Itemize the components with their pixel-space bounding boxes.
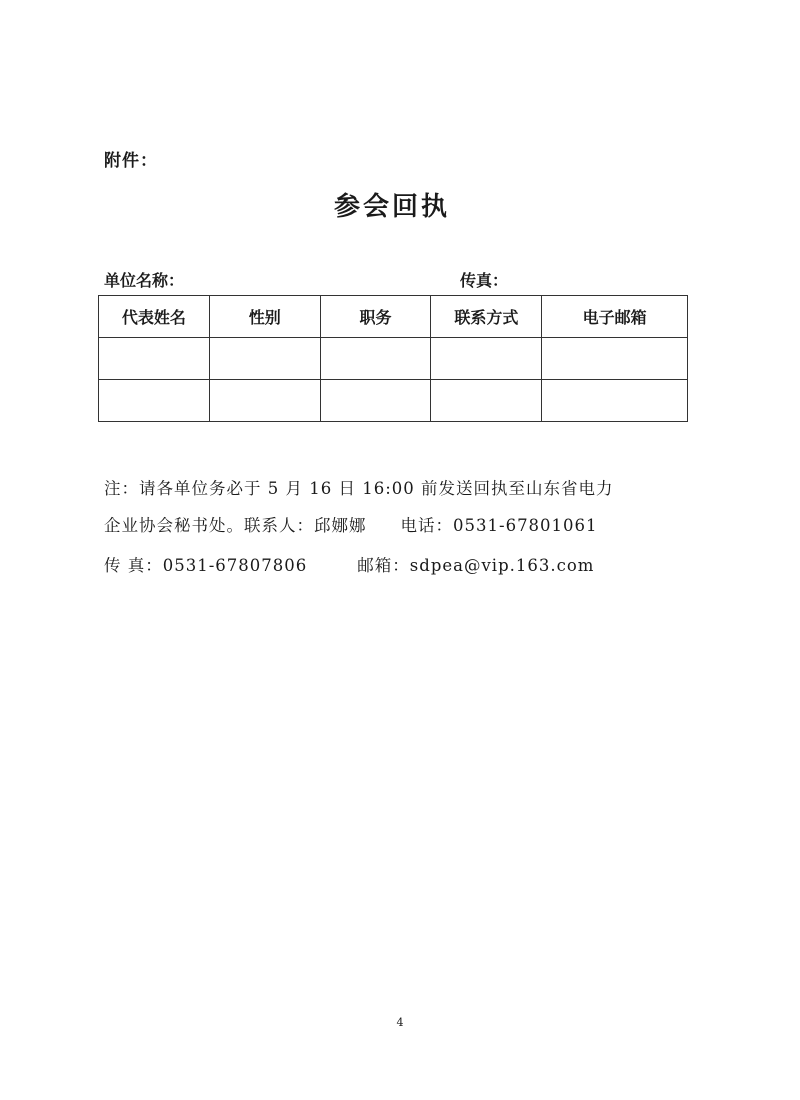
document-title: 参会回执 bbox=[333, 192, 450, 222]
note-fax: 传 真：0531-67807806 bbox=[104, 556, 308, 575]
table-cell[interactable] bbox=[99, 338, 210, 380]
table-cell[interactable] bbox=[542, 380, 688, 422]
header-email: 电子邮箱 bbox=[542, 296, 688, 338]
unit-name-label: 单位名称： bbox=[104, 271, 185, 290]
reply-table bbox=[98, 295, 688, 422]
header-position: 职务 bbox=[320, 296, 431, 338]
note-line-2 bbox=[104, 512, 704, 536]
table-cell[interactable] bbox=[431, 380, 542, 422]
table-cell[interactable] bbox=[542, 338, 688, 380]
note-phone: 电话：0531-67801061 bbox=[400, 516, 598, 535]
note-contact-person: 企业协会秘书处。联系人：邱娜娜 bbox=[104, 516, 367, 535]
note-line-1: 注：请各单位务必于 5 月 16 日 16:00 前发送回执至山东省电力 bbox=[104, 479, 614, 498]
table-row bbox=[99, 380, 688, 422]
fax-label: 传真： bbox=[460, 271, 509, 290]
header-representative-name: 代表姓名 bbox=[99, 296, 210, 338]
header-gender: 性别 bbox=[209, 296, 320, 338]
table-cell[interactable] bbox=[99, 380, 210, 422]
page-number: 4 bbox=[396, 1016, 404, 1029]
table-cell[interactable] bbox=[209, 338, 320, 380]
note-line-3 bbox=[104, 552, 704, 576]
table-cell[interactable] bbox=[320, 380, 431, 422]
note-email: 邮箱：sdpea@vip.163.com bbox=[357, 556, 595, 575]
attachment-label: 附件： bbox=[104, 151, 158, 171]
table-cell[interactable] bbox=[320, 338, 431, 380]
table-header-row bbox=[99, 296, 688, 338]
table-cell[interactable] bbox=[431, 338, 542, 380]
table-row bbox=[99, 338, 688, 380]
table-cell[interactable] bbox=[209, 380, 320, 422]
header-contact: 联系方式 bbox=[431, 296, 542, 338]
